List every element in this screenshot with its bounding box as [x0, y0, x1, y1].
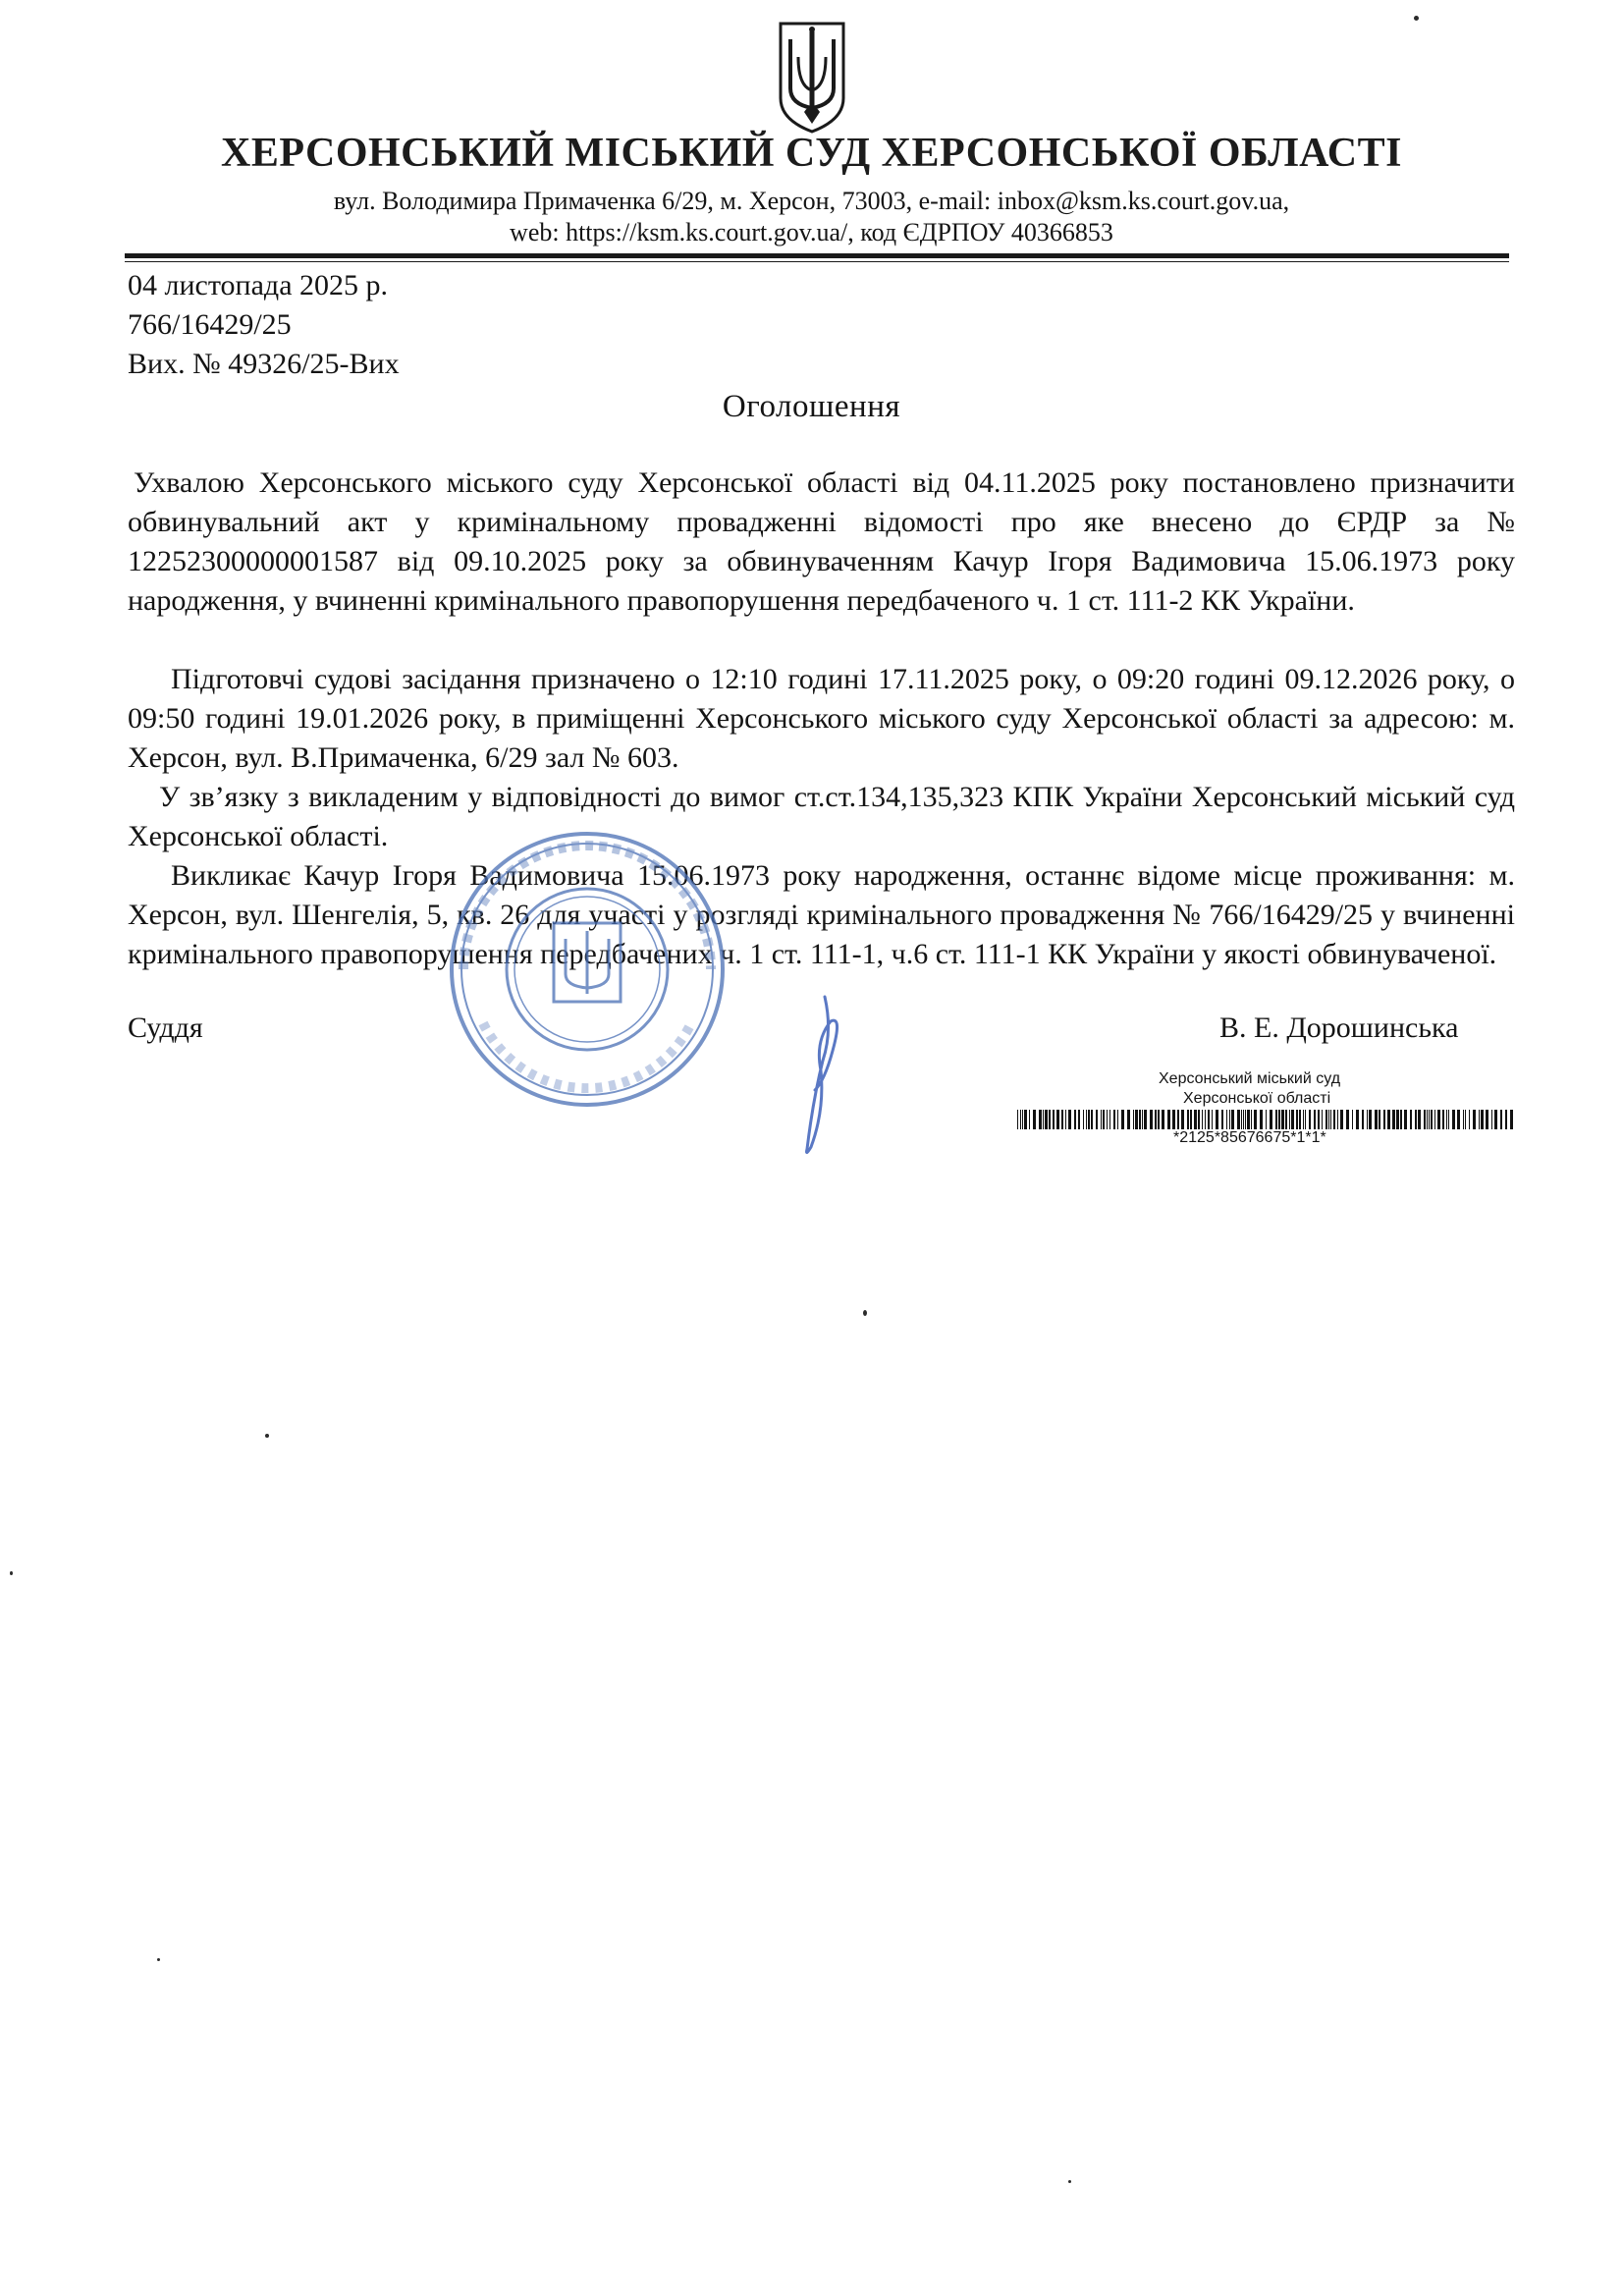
scan-speck	[863, 1310, 867, 1316]
barcode-bar	[1383, 1110, 1385, 1129]
barcode-bar	[1396, 1110, 1399, 1129]
barcode-bar	[1442, 1110, 1444, 1129]
barcode-bar	[1289, 1110, 1290, 1129]
court-name: ХЕРСОНСЬКИЙ МІСЬКИЙ СУД ХЕРСОНСЬКОЇ ОБЛАСТІ	[220, 131, 1403, 176]
barcode-bar	[1039, 1110, 1042, 1129]
barcode-bar	[1333, 1110, 1335, 1129]
document-date: 04 листопада 2025 р.	[128, 269, 389, 301]
barcode-bar	[1452, 1110, 1455, 1129]
barcode-bar	[1158, 1110, 1160, 1129]
barcode-bar	[1328, 1110, 1329, 1129]
barcode-bar	[1088, 1110, 1090, 1129]
barcode-code: *2125*85676675*1*1*	[1173, 1129, 1326, 1146]
paragraph-basis: У зв’язку з викладеним у відповідності до вимог ст.ст.134,135,323 КПК України Херсонський міський суд Херсонської області.	[128, 781, 1515, 852]
barcode-bar	[1510, 1110, 1513, 1129]
barcode-bar	[1074, 1110, 1076, 1129]
letterhead-divider	[125, 253, 1509, 258]
barcode-bar	[1296, 1110, 1298, 1129]
barcode-bar	[1291, 1110, 1294, 1129]
barcode-bar	[1500, 1110, 1502, 1129]
barcode-bar	[1049, 1110, 1051, 1129]
barcode-bar	[1251, 1110, 1252, 1129]
barcode-bar	[1491, 1110, 1492, 1129]
barcode-bar	[1369, 1110, 1372, 1129]
barcode-bar	[1330, 1110, 1331, 1129]
barcode-bar	[1096, 1110, 1098, 1129]
scan-speck	[1414, 16, 1419, 21]
barcode-bar	[1162, 1110, 1164, 1129]
barcode-bar	[1446, 1110, 1447, 1129]
barcode-bar	[1043, 1110, 1044, 1129]
barcode-bar	[1469, 1110, 1470, 1129]
barcode-bar	[1346, 1110, 1349, 1129]
scan-speck	[265, 1434, 269, 1438]
letterhead-divider-thin	[125, 261, 1509, 262]
barcode-bar	[1017, 1110, 1018, 1129]
barcode-bar	[1337, 1110, 1338, 1129]
barcode-bar	[1352, 1110, 1353, 1129]
barcode-bar	[1303, 1110, 1304, 1129]
barcode-bar	[1429, 1110, 1430, 1129]
barcode-bar	[1254, 1110, 1257, 1129]
judge-label: Суддя	[128, 1011, 203, 1044]
barcode-bar	[1325, 1110, 1327, 1129]
barcode-bar	[1494, 1110, 1497, 1129]
barcode-bar	[1068, 1110, 1071, 1129]
barcode-bar	[1167, 1110, 1170, 1129]
barcode-bar	[1431, 1110, 1433, 1129]
barcode-bar	[1309, 1110, 1311, 1129]
barcode-bar	[1241, 1110, 1242, 1129]
barcode-bar	[1078, 1110, 1080, 1129]
barcode-bar	[1231, 1110, 1234, 1129]
case-number: 766/16429/25	[128, 308, 292, 341]
barcode-bar	[1155, 1110, 1157, 1129]
barcode-bar	[1103, 1110, 1105, 1129]
barcode-bar	[1144, 1110, 1147, 1129]
court-web: web: https://ksm.ks.court.gov.ua/, код ЄДРПОУ 40366853	[510, 218, 1113, 246]
barcode-bar	[1177, 1110, 1179, 1129]
court-seal-stamp	[444, 827, 730, 1112]
barcode-bar	[1187, 1110, 1189, 1129]
barcode-bar	[1463, 1110, 1464, 1129]
barcode-bar	[1473, 1110, 1476, 1129]
barcode-bar	[1448, 1110, 1449, 1129]
barcode-bar	[1029, 1110, 1030, 1129]
barcode-bar	[1113, 1110, 1115, 1129]
barcode-bar	[1481, 1110, 1484, 1129]
judge-name: В. Е. Дорошинська	[1219, 1011, 1459, 1044]
barcode-bar	[1427, 1110, 1428, 1129]
barcode-bar	[1392, 1110, 1395, 1129]
barcode-bar	[1247, 1110, 1250, 1129]
barcode-bar	[1270, 1110, 1272, 1129]
barcode-bar	[1127, 1110, 1130, 1129]
document-heading: Оголошення	[722, 389, 901, 424]
barcode-bar	[1278, 1110, 1280, 1129]
barcode-bar	[1190, 1110, 1192, 1129]
barcode-bar	[1139, 1110, 1141, 1129]
barcode-bar	[1367, 1110, 1368, 1129]
barcode-bar	[1362, 1110, 1364, 1129]
barcode-bar	[1415, 1110, 1417, 1129]
barcode-bar	[1400, 1110, 1402, 1129]
barcode-bar	[1022, 1110, 1023, 1129]
barcode-bar	[1418, 1110, 1421, 1129]
barcode-bar	[1305, 1110, 1306, 1129]
outgoing-number: Вих. № 49326/25-Вих	[128, 348, 400, 380]
barcode-bar	[1434, 1110, 1435, 1129]
paragraph-hearings: Підготовчі судові засідання призначено о 12:10 годині 17.11.2025 року, о 09:20 годині 09.12.2026 року, о 09:50 годині 19.01.2026 року, в приміщенні Херсонського міського суду Херсонської області за адресою: м. Херсон, вул. В.Примаченка, 6/29 зал № 603.	[128, 663, 1515, 774]
barcode-bar	[1285, 1110, 1287, 1129]
barcode-bar	[1356, 1110, 1359, 1129]
barcode-bar	[1202, 1110, 1203, 1129]
barcode-label: Херсонський міський суд	[1159, 1070, 1341, 1087]
barcode-bar	[1375, 1110, 1378, 1129]
barcode-bar	[1109, 1110, 1110, 1129]
barcode-bar	[1065, 1110, 1066, 1129]
judge-signature	[785, 992, 854, 1159]
barcode-bar	[1086, 1110, 1087, 1129]
barcode-bar	[1061, 1110, 1063, 1129]
barcode-bar	[1479, 1110, 1480, 1129]
barcode-bar	[1142, 1110, 1143, 1129]
scan-speck	[10, 1571, 13, 1575]
barcode-bar	[1150, 1110, 1153, 1129]
barcode-bar	[1275, 1110, 1277, 1129]
barcode-bar	[1465, 1110, 1466, 1129]
barcode-bar	[1053, 1110, 1055, 1129]
barcode-bar	[1107, 1110, 1108, 1129]
barcode-bar	[1172, 1110, 1175, 1129]
scan-speck	[157, 1958, 160, 1961]
barcode-bar	[1410, 1110, 1412, 1129]
barcode-bar	[1024, 1110, 1027, 1129]
paragraph-ruling: Ухвалою Херсонського міського суду Херсонської області від 04.11.2025 року постановлено призначити обвинувальний акт у кримінальному провадженні відомості про яке внесено до ЄРДР за № 12252300000001587 від 09.10.2025 року за обвинуваченням Качур Ігоря Вадимовича 15.06.1973 року народження, у вчиненні кримінального правопорушення передбаченого ч. 1 ст. 111-2 КК України.	[128, 466, 1515, 617]
barcode-bar	[1404, 1110, 1407, 1129]
barcode-bar	[1208, 1110, 1210, 1129]
barcode-bar	[1314, 1110, 1316, 1129]
barcode-bar	[1198, 1110, 1200, 1129]
barcode-bar	[1056, 1110, 1059, 1129]
barcode-bar	[1379, 1110, 1380, 1129]
barcode-bar	[1237, 1110, 1240, 1129]
barcode-bar	[1221, 1110, 1223, 1129]
barcode-bar	[1486, 1110, 1488, 1129]
trident-icon	[775, 18, 849, 136]
barcode	[1017, 1110, 1516, 1129]
barcode-bar	[1101, 1110, 1102, 1129]
paragraph-summons: Викликає Качур Ігоря Вадимовича 15.06.1973 року народження, останнє відоме місце проживання: м. Херсон, вул. Шенгелія, 5, кв. 26 для участі у розгляді кримінального провадження № 766/16429/25 у вчиненні кримінального правопорушення передбачених ч. 1 ст. 111-1, ч.6 ст. 111-1 КК України у якості обвинуваченої.	[128, 859, 1515, 970]
barcode-bar	[1194, 1110, 1197, 1129]
barcode-bar	[1181, 1110, 1184, 1129]
barcode-bar	[1299, 1110, 1301, 1129]
barcode-bar	[1226, 1110, 1227, 1129]
barcode-bar	[1033, 1110, 1036, 1129]
barcode-bar	[1387, 1110, 1390, 1129]
barcode-bar	[1245, 1110, 1246, 1129]
barcode-bar	[1457, 1110, 1460, 1129]
barcode-bar	[1340, 1110, 1343, 1129]
barcode-bar	[1121, 1110, 1124, 1129]
barcode-bar	[1216, 1110, 1218, 1129]
barcode-bar	[1212, 1110, 1213, 1129]
barcode-bar	[1243, 1110, 1244, 1129]
barcode-bar	[1020, 1110, 1021, 1129]
barcode-bar	[1505, 1110, 1507, 1129]
barcode-label-region: Херсонської області	[1183, 1090, 1331, 1107]
barcode-bar	[1322, 1110, 1323, 1129]
barcode-bar	[1091, 1110, 1093, 1129]
barcode-bar	[1135, 1110, 1138, 1129]
barcode-bar	[1318, 1110, 1320, 1129]
barcode-bar	[1281, 1110, 1284, 1129]
barcode-bar	[1424, 1110, 1426, 1129]
barcode-bar	[1045, 1110, 1048, 1129]
scan-speck	[1068, 2180, 1071, 2183]
barcode-bar	[1229, 1110, 1230, 1129]
barcode-bar	[1117, 1110, 1118, 1129]
barcode-bar	[1133, 1110, 1134, 1129]
court-address: вул. Володимира Примаченка 6/29, м. Херсон, 73003, e-mail: inbox@ksm.ks.court.gov.ua,	[333, 187, 1290, 215]
barcode-bar	[1205, 1110, 1206, 1129]
barcode-bar	[1437, 1110, 1440, 1129]
barcode-bar	[1266, 1110, 1267, 1129]
barcode-bar	[1260, 1110, 1263, 1129]
barcode-bar	[1083, 1110, 1084, 1129]
